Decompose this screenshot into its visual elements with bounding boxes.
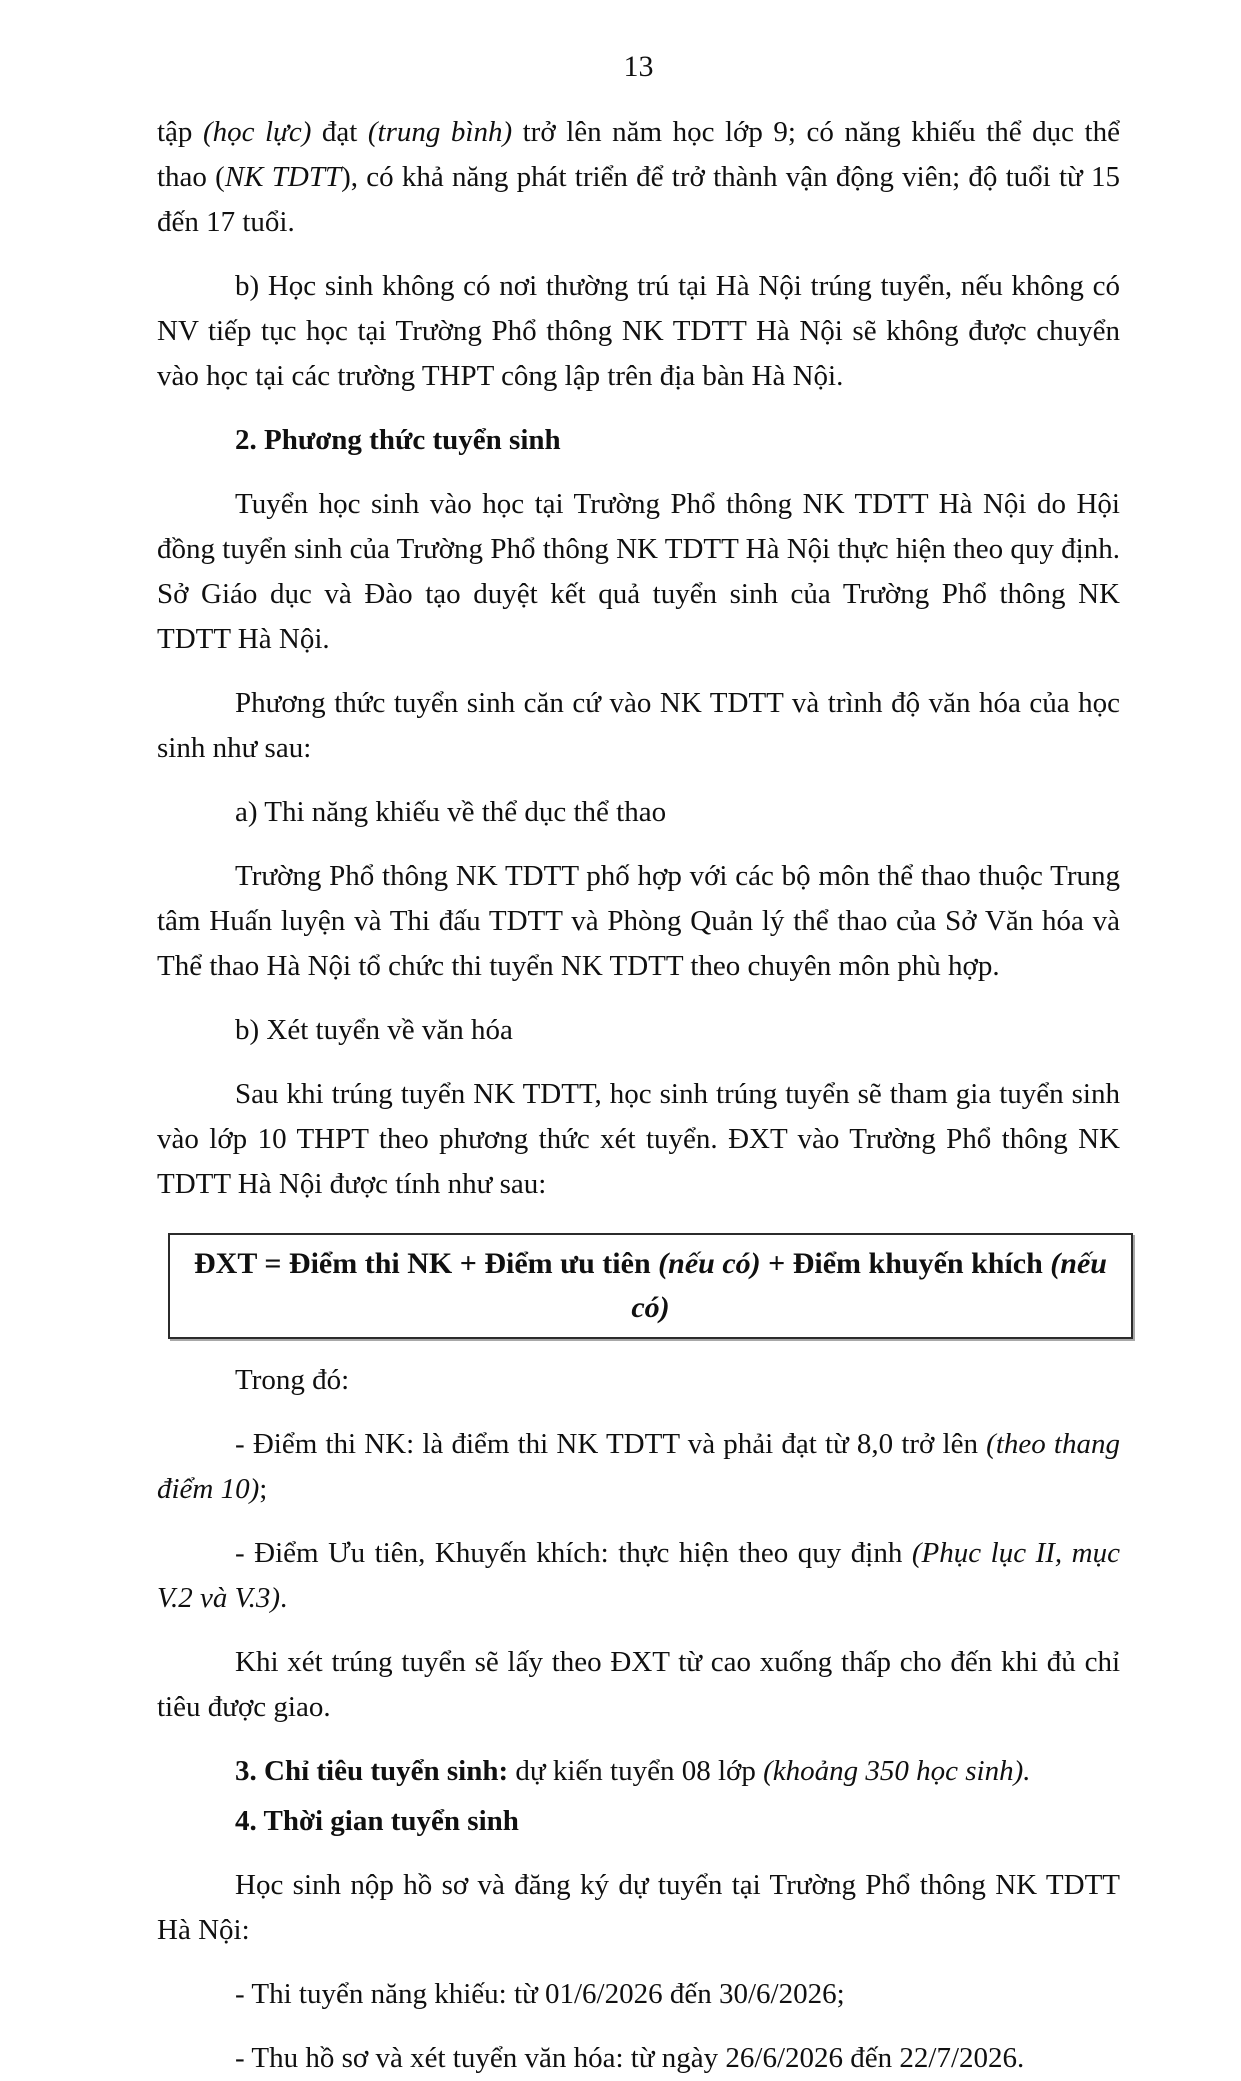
paragraph-item-a-thi-nang-khieu [157, 790, 1120, 835]
text-run: Sau khi trúng tuyển NK TDTT, học sinh trúng tuyển sẽ tham gia tuyển sinh vào lớp 10 THPT theo phương thức xét tuyển. ĐXT vào Trường Phổ thông NK TDTT Hà Nội được tính như sau: [157, 1078, 1120, 1200]
bullet-diem-uu-tien [157, 1531, 1120, 1621]
text-run: - Thi tuyển năng khiếu: từ 01/6/2026 đến 30/6/2026; [235, 1978, 845, 2010]
paragraph-phuong-thuc [157, 681, 1120, 771]
admission-score-formula-box [168, 1233, 1133, 1339]
paragraph-khi-xet [157, 1640, 1120, 1730]
heading-text: 2. Phương thức tuyển sinh [235, 424, 561, 456]
formula-text-italic: (nếu có) [631, 1247, 1107, 1324]
text-run: Trong đó: [235, 1364, 350, 1396]
text-run: tập [157, 116, 203, 148]
text-run: (trung bình) [367, 116, 513, 148]
text-run: - Thu hồ sơ và xét tuyển văn hóa: từ ngày 26/6/2026 đến 22/7/2026. [235, 2042, 1025, 2074]
section-heading-4 [157, 1799, 1120, 1844]
bullet-thu-ho-so [157, 2036, 1120, 2081]
text-run: b) Học sinh không có nơi thường trú tại Hà Nội trúng tuyển, nếu không có NV tiếp tục học tại Trường Phổ thông NK TDTT Hà Nội sẽ không được chuyển vào học tại các trường THPT công lập trên địa bàn Hà Nội. [157, 270, 1120, 392]
paragraph-item-b-xet-tuyen [157, 1008, 1120, 1053]
section-heading-2 [157, 418, 1120, 463]
text-run: Khi xét trúng tuyển sẽ lấy theo ĐXT từ cao xuống thấp cho đến khi đủ chỉ tiêu được giao. [157, 1646, 1120, 1723]
text-run: Tuyển học sinh vào học tại Trường Phổ thông NK TDTT Hà Nội do Hội đồng tuyển sinh của Trường Phổ thông NK TDTT Hà Nội thực hiện theo quy định. Sở Giáo dục và Đào tạo duyệt kết quả tuyển sinh của Trường Phổ thông NK TDTT Hà Nội. [157, 488, 1120, 655]
paragraph-nop-ho-so [157, 1863, 1120, 1953]
paragraph-continuation [157, 110, 1120, 245]
text-run: ), có khả năng phát triển để trở thành vận động viên; độ tuổi từ 15 đến 17 tuổi. [157, 161, 1120, 238]
formula-text: + Điểm khuyến khích [760, 1247, 1051, 1280]
paragraph-tuyen-hoc-sinh [157, 482, 1120, 662]
text-run: NK TDTT [224, 161, 342, 193]
text-run: b) Xét tuyển về văn hóa [235, 1014, 513, 1046]
text-run: Phương thức tuyển sinh căn cứ vào NK TDTT và trình độ văn hóa của học sinh như sau: [157, 687, 1120, 764]
text-run: dự kiến tuyển 08 lớp [508, 1755, 764, 1787]
text-run: (Phục lục II, mục V.2 và V.3) [157, 1537, 1120, 1614]
text-run: - Điểm Ưu tiên, Khuyến khích: thực hiện theo quy định [235, 1537, 912, 1569]
section-heading-3 [157, 1749, 1120, 1794]
paragraph-item-b-residency [157, 264, 1120, 399]
text-run: (theo thang điểm 10) [157, 1428, 1120, 1505]
text-run: (khoảng 350 học sinh). [763, 1755, 1031, 1787]
text-run: Học sinh nộp hồ sơ và đăng ký dự tuyển tại Trường Phổ thông NK TDTT Hà Nội: [157, 1869, 1120, 1946]
text-run: Trường Phổ thông NK TDTT phố hợp với các bộ môn thể thao thuộc Trung tâm Huấn luyện và Thi đấu TDTT và Phòng Quản lý thể thao của Sở Văn hóa và Thể thao Hà Nội tổ chức thi tuyển NK TDTT theo chuyên môn phù hợp. [157, 860, 1120, 982]
bullet-thi-tuyen [157, 1972, 1120, 2017]
text-run: đạt [311, 116, 368, 148]
text-run: trở lên năm học lớp 9; có năng khiếu thể dục thể thao ( [157, 116, 1120, 193]
text-run: - Điểm thi NK: là điểm thi NK TDTT và phải đạt từ 8,0 trở lên [235, 1428, 987, 1460]
page-number: 13 [623, 50, 654, 83]
text-run: (học lực) [202, 116, 312, 148]
formula-text: ĐXT = Điểm thi NK + Điểm ưu tiên [194, 1247, 659, 1280]
text-run: ; [259, 1473, 268, 1505]
bullet-diem-thi-nk [157, 1422, 1120, 1512]
paragraph-sau-khi [157, 1072, 1120, 1207]
formula-text-italic: (nếu có) [658, 1247, 761, 1280]
text-run: a) Thi năng khiếu về thể dục thể thao [235, 796, 667, 828]
paragraph-truong-pho-thong [157, 854, 1120, 989]
text-run: . [279, 1582, 288, 1614]
paragraph-trong-do [157, 1358, 1120, 1403]
heading-text: 4. Thời gian tuyển sinh [235, 1805, 519, 1837]
heading-text: 3. Chỉ tiêu tuyển sinh: [235, 1755, 509, 1787]
